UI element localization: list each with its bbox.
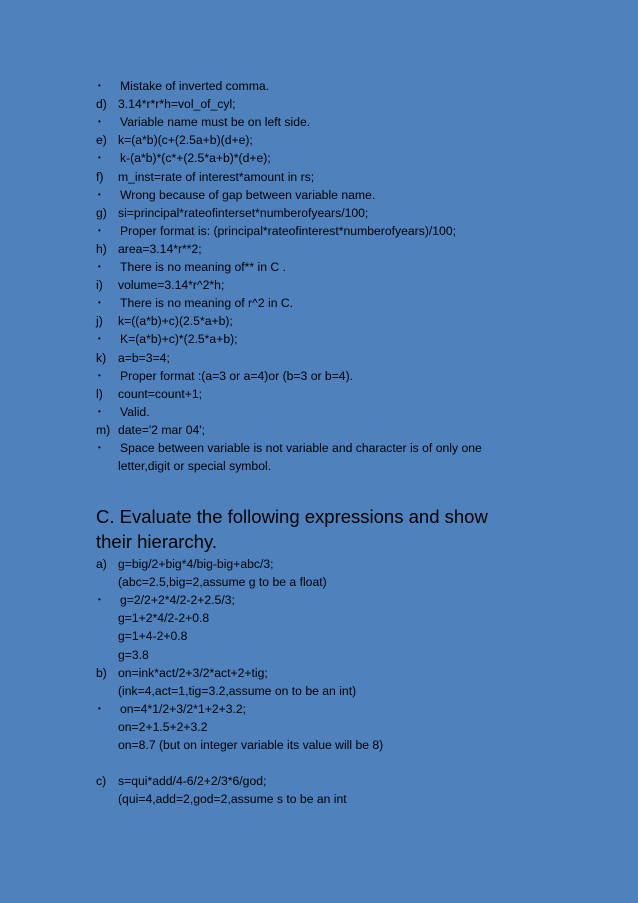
line-text: date='2 mar 04'; (118, 422, 205, 437)
text-line (96, 754, 616, 772)
line-text: letter,digit or special symbol. (118, 459, 272, 474)
line-text: area=3.14*r**2; (118, 241, 202, 256)
line-text: on=2+1.5+2+3.2 (118, 719, 208, 734)
text-line (96, 294, 616, 314)
item-marker: a) (96, 557, 107, 571)
text-line (96, 131, 616, 149)
bullet-icon: • (98, 443, 101, 452)
item-marker: i) (96, 278, 103, 293)
item-marker: b) (96, 665, 107, 680)
line-text: k=((a*b)+c)(2.5*a+b); (118, 314, 233, 329)
bullet-icon: • (98, 298, 101, 308)
line-text: (qui=4,add=2,god=2,assume s to be an int (118, 792, 347, 807)
line-text: Valid. (120, 404, 150, 419)
line-text: g=1+4-2+0.8 (118, 629, 188, 644)
text-line (96, 555, 616, 573)
text-line (96, 790, 616, 808)
bullet-icon: • (98, 189, 101, 199)
text-line (96, 113, 616, 133)
text-line (96, 258, 616, 278)
item-marker: k) (96, 350, 107, 365)
item-marker: m) (96, 422, 111, 437)
line-text: There is no meaning of** in C . (120, 260, 286, 274)
item-marker: l) (96, 386, 103, 401)
text-line (96, 77, 616, 97)
text-line (96, 664, 616, 682)
bullet-icon: • (98, 262, 101, 271)
line-text: on=ink*act/2+3/2*act+2+tig; (118, 665, 268, 680)
line-text: 3.14*r*r*h=vol_of_cyl; (118, 97, 236, 112)
text-line (96, 439, 616, 459)
line-text: volume=3.14*r^2*h; (118, 278, 225, 293)
bullet-icon: • (98, 153, 101, 163)
line-text: g=big/2+big*4/big-big+abc/3; (118, 557, 274, 571)
line-text: g=2/2+2*4/2-2+2.5/3; (120, 593, 235, 608)
line-text: on=4*1/2+3/2*1+2+3.2; (120, 701, 247, 716)
text-line (96, 312, 616, 330)
text-line (96, 627, 616, 645)
item-marker: d) (96, 97, 107, 112)
bullet-icon: • (98, 370, 101, 380)
line-text: k-(a*b)*(c*+(2.5*a+b)*(d+e); (120, 151, 271, 166)
text-line (96, 95, 616, 113)
item-marker: g) (96, 205, 107, 220)
line-text: (abc=2.5,big=2,assume g to be a float) (118, 575, 327, 590)
line-text: K=(a*b)+c)*(2.5*a+b); (120, 332, 238, 347)
line-text: m_inst=rate of interest*amount in rs; (118, 169, 315, 184)
text-line (96, 186, 616, 206)
line-text: Mistake of inverted comma. (120, 79, 270, 93)
line-text: on=8.7 (but on integer variable its value will be 8) (118, 738, 384, 752)
item-marker: h) (96, 241, 107, 256)
bullet-icon: • (98, 117, 101, 127)
line-text: count=count+1; (118, 386, 203, 401)
text-line (96, 736, 616, 754)
text-line (96, 700, 616, 720)
line-text: Variable name must be on left side. (120, 115, 311, 130)
line-text: Wrong because of gap between variable name. (120, 187, 376, 202)
item-marker: f) (96, 169, 104, 184)
text-line (96, 682, 616, 700)
text-line (96, 349, 616, 367)
line-text: s=qui*add/4-6/2+2/3*6/god; (118, 774, 267, 789)
text-line (96, 403, 616, 423)
text-line (96, 646, 616, 664)
bullet-icon: • (98, 334, 101, 344)
bullet-icon: • (98, 595, 101, 605)
text-line (96, 240, 616, 258)
section-c-heading-line-2: their hierarchy. (96, 531, 217, 552)
bullet-icon: • (98, 81, 101, 90)
line-text: Proper format :(a=3 or a=4)or (b=3 or b=4). (120, 368, 354, 383)
line-text: si=principal*rateofinterset*numberofyears/100; (118, 205, 369, 220)
bullet-icon: • (98, 703, 101, 713)
item-marker: c) (96, 774, 107, 789)
text-line (96, 457, 616, 475)
line-text: Proper format is: (principal*rateofinterest*numberofyears)/100; (120, 223, 456, 238)
line-text: There is no meaning of r^2 in C. (120, 296, 294, 311)
text-line (96, 772, 616, 790)
bullet-icon: • (98, 406, 101, 416)
text-line (96, 573, 616, 591)
text-line (96, 718, 616, 736)
text-line (96, 367, 616, 387)
text-line (96, 168, 616, 186)
text-line (96, 149, 616, 169)
text-line (96, 609, 616, 627)
text-line (96, 222, 616, 242)
text-line (96, 591, 616, 611)
item-marker: e) (96, 133, 107, 148)
line-text: (ink=4,act=1,tig=3.2,assume on to be an int) (118, 683, 357, 698)
text-line (96, 276, 616, 294)
line-text: g=3.8 (118, 647, 149, 662)
line-text: g=1+2*4/2-2+0.8 (118, 611, 210, 626)
item-marker: j) (96, 314, 103, 329)
text-line (96, 204, 616, 222)
bullet-icon: • (98, 225, 101, 235)
line-text: k=(a*b)(c+(2.5a+b)(d+e); (118, 133, 253, 148)
section-c-heading-line-1: C. Evaluate the following expressions and show (96, 506, 488, 527)
line-text: a=b=3=4; (118, 350, 170, 365)
text-line (96, 421, 616, 439)
text-line (96, 330, 616, 350)
line-text: Space between variable is not variable and character is of only one (120, 441, 482, 455)
text-line (96, 385, 616, 403)
